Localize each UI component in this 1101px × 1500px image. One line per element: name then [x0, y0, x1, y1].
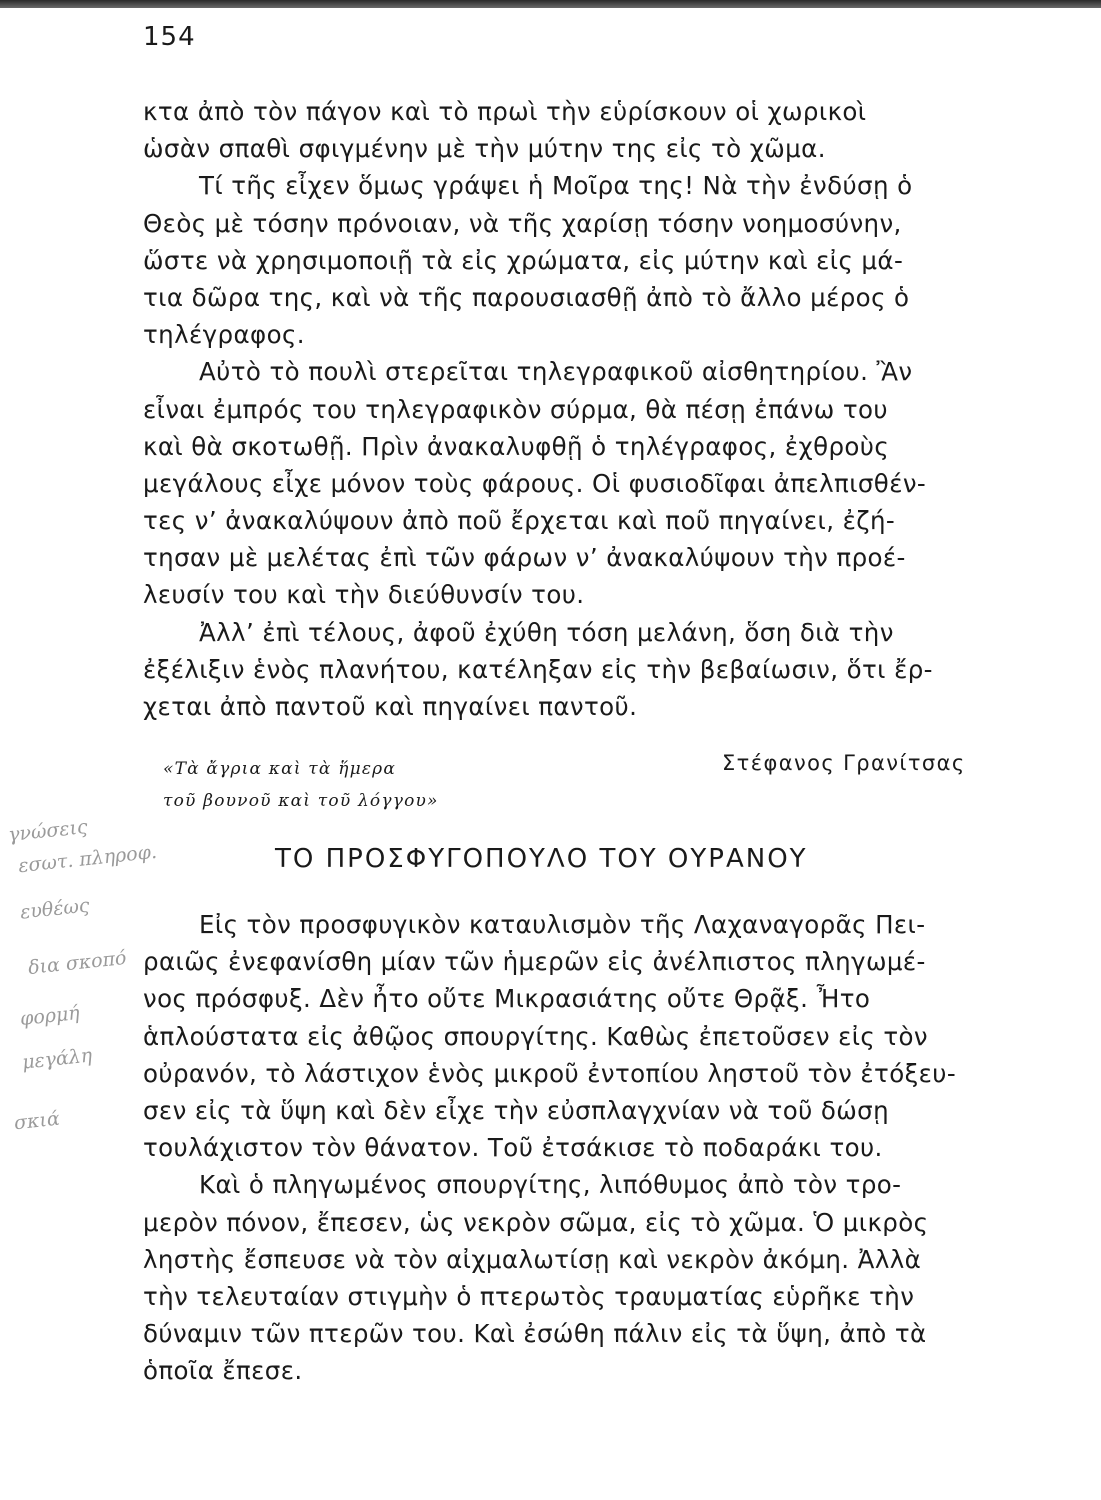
text-line: τουλάχιστον τὸν θάνατον. Τοῦ ἐτσάκισε τὸ ποδαράκι του.: [143, 1133, 883, 1163]
text-line: μεγάλους εἶχε μόνον τοὺς φάρους. Οἱ φυσιοδῖφαι ἀπελπισθέν-: [143, 468, 927, 498]
text-line: εἶναι ἐμπρός του τηλεγραφικὸν σύρμα, θὰ πέσῃ ἐπάνω του: [143, 394, 888, 424]
margin-note: ευθέως: [19, 894, 91, 924]
paragraph: [143, 906, 1033, 1166]
margin-note: μεγάλη: [21, 1044, 94, 1074]
text-line: ἐξέλιξιν ἑνὸς πλανήτου, κατέληξαν εἰς τὴν βεβαίωσιν, ὅτι ἔρ-: [143, 654, 933, 684]
text-line: Καὶ ὁ πληγωμένος σπουργίτης, λιπόθυμος ἀπὸ τὸν τρο-: [199, 1170, 902, 1200]
paragraph: [143, 93, 1033, 167]
text-line: χεται ἀπὸ παντοῦ καὶ πηγαίνει παντοῦ.: [143, 692, 638, 721]
text-line: κτα ἀπὸ τὸν πάγον καὶ τὸ πρωὶ τὴν εὑρίσκουν οἱ χωρικοὶ: [143, 97, 867, 126]
text-line: μερὸν πόνον, ἔπεσεν, ὡς νεκρὸν σῶμα, εἰς τὸ χῶμα. Ὁ μικρὸς: [143, 1207, 929, 1237]
text-block-top: [143, 93, 1033, 725]
text-line: σεν εἰς τὰ ὕψη καὶ δὲν εἶχε τὴν εὐσπλαγχνίαν νὰ τοῦ δώσῃ: [143, 1095, 890, 1125]
text-line: ὡσὰν σπαθὶ σφιγμένην μὲ τὴν μύτην της εἰς τὸ χῶμα.: [143, 134, 826, 164]
page-number: 154: [143, 22, 196, 52]
text-line: δύναμιν τῶν πτερῶν του. Καὶ ἐσώθη πάλιν εἰς τὰ ὕψη, ἀπὸ τὰ: [143, 1319, 927, 1349]
citation-line: «Τὰ ἄγρια καὶ τὰ ἥμερα: [163, 759, 397, 779]
paragraph: [143, 353, 1033, 613]
text-line: Θεὸς μὲ τόσην πρόνοιαν, νὰ τῆς χαρίσῃ τόσην νοημοσύνην,: [143, 208, 902, 238]
text-line: Τί τῆς εἶχεν ὅμως γράψει ἡ Μοῖρα της! Νὰ τὴν ἐνδύσῃ ὁ: [199, 171, 913, 201]
margin-note: εσωτ. πληροφ.: [17, 840, 158, 878]
text-line: καὶ θὰ σκοτωθῇ. Πρὶν ἀνακαλυφθῇ ὁ τηλέγραφος, ἐχθροὺς: [143, 431, 890, 461]
text-line: τὴν τελευταίαν στιγμὴν ὁ πτερωτὸς τραυματίας εὑρῆκε τὴν: [143, 1281, 915, 1311]
citation-line: τοῦ βουνοῦ καὶ τοῦ λόγγου»: [163, 791, 439, 811]
text-line: νος πρόσφυξ. Δὲν ἦτο οὔτε Μικρασιάτης οὔτε Θρᾷξ. Ἦτο: [143, 984, 871, 1014]
margin-note: φορμή: [19, 1001, 81, 1031]
text-line: Ἀλλ’ ἐπὶ τέλους, ἀφοῦ ἐχύθη τόση μελάνη, ὅση διὰ τὴν: [199, 617, 894, 647]
text-line: οὐρανόν, τὸ λάστιχον ἑνὸς μικροῦ ἐντοπίου ληστοῦ τὸν ἐτόξευ-: [143, 1058, 957, 1088]
paragraph: [143, 614, 1033, 726]
text-line: ὁποῖα ἔπεσε.: [143, 1356, 303, 1386]
paragraph: [143, 1166, 1033, 1389]
section-title: ΤΟ ΠΡΟΣΦΥΓΟΠΟΥΛΟ ΤΟΥ ΟΥΡΑΝΟΥ: [275, 844, 808, 874]
margin-note: γνώσεις: [7, 815, 89, 847]
text-line: τησαν μὲ μελέτας ἐπὶ τῶν φάρων ν’ ἀνακαλύψουν τὴν προέ-: [143, 543, 906, 573]
text-block-bottom: [143, 906, 1033, 1389]
handwritten-margin-notes: [0, 815, 158, 1250]
text-line: ἁπλούστατα εἰς ἀθῷος σπουργίτης. Καθὼς ἐπετοῦσεν εἰς τὸν: [143, 1021, 929, 1051]
text-line: τια δῶρα της, καὶ νὰ τῆς παρουσιασθῇ ἀπὸ τὸ ἄλλο μέρος ὁ: [143, 282, 910, 312]
margin-note: δια σκοπό: [27, 946, 128, 980]
text-line: τες ν’ ἀνακαλύψουν ἀπὸ ποῦ ἔρχεται καὶ ποῦ πηγαίνει, ἐζή-: [143, 506, 896, 536]
author-name: Στέφανος Γρανίτσας: [722, 751, 966, 775]
text-line: Εἰς τὸν προσφυγικὸν καταυλισμὸν τῆς Λαχαναγορᾶς Πει-: [199, 910, 926, 939]
text-line: ραιῶς ἐνεφανίσθη μίαν τῶν ἡμερῶν εἰς ἀνέλπιστος πληγωμέ-: [143, 947, 926, 977]
margin-note: σκιά: [12, 1107, 61, 1135]
citation: [163, 753, 439, 817]
text-line: τηλέγραφος.: [143, 320, 305, 350]
text-line: λευσίν του καὶ τὴν διεύθυνσίν του.: [143, 580, 585, 610]
text-line: Αὐτὸ τὸ πουλὶ στερεῖται τηλεγραφικοῦ αἰσθητηρίου. Ἂν: [199, 357, 913, 387]
text-line: ληστὴς ἔσπευσε νὰ τὸν αἰχμαλωτίσῃ καὶ νεκρὸν ἀκόμη. Ἀλλὰ: [143, 1244, 922, 1274]
text-line: ὥστε νὰ χρησιμοποιῇ τὰ εἰς χρώματα, εἰς μύτην καὶ εἰς μά-: [143, 245, 904, 275]
paragraph: [143, 167, 1033, 353]
